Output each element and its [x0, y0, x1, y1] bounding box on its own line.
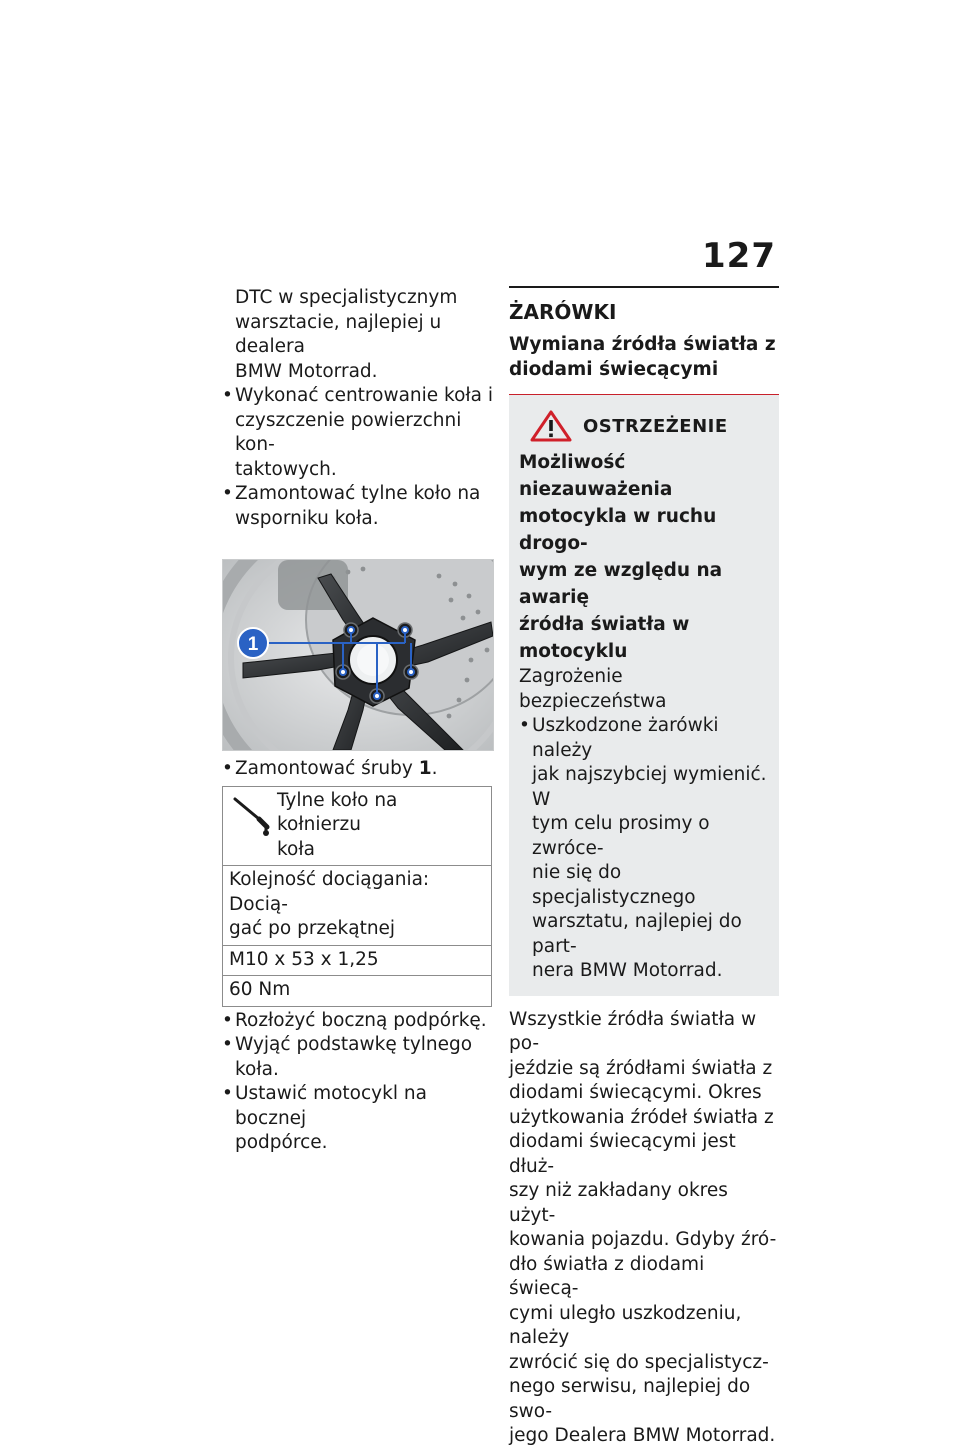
- text-line: gać po przekątnej: [229, 918, 396, 939]
- torque-spec-table: [222, 786, 492, 1007]
- subsection-title: [509, 332, 779, 395]
- text-span: Zamontować śruby: [235, 758, 419, 779]
- text-line: warsztacie, najlepiej u dealera: [235, 311, 442, 357]
- bullet-list-bottom: [222, 1009, 494, 1156]
- page-number: 127: [702, 236, 776, 276]
- text-line: dło światła z diodami świecą-: [509, 1253, 705, 1299]
- bullet-item: [222, 757, 494, 782]
- wheel-hub-figure: [222, 559, 494, 751]
- intro-paragraph: [222, 286, 494, 384]
- text-line: motocykla w ruchu drogo-: [519, 506, 717, 554]
- reference-number: 1: [418, 758, 432, 779]
- text-line: • Wykonać centrowanie koła i: [235, 385, 494, 406]
- text-line: warsztatu, najlepiej do part-: [532, 911, 742, 957]
- hazard-text: Zagrożenie bezpieczeństwa: [519, 666, 667, 712]
- bullet-item: [222, 482, 494, 531]
- text-line: źródła światła w motocyklu: [519, 614, 690, 662]
- text-line: nera BMW Motorrad.: [532, 960, 723, 981]
- warning-heading: [519, 449, 769, 665]
- text-line: diodami świecącymi. Okres: [509, 1082, 762, 1103]
- text-line: Wymiana źródła światła z: [509, 334, 776, 355]
- text-span: .: [431, 758, 438, 779]
- table-row: [223, 866, 492, 946]
- warning-header: [519, 409, 769, 443]
- callout-label: 1: [247, 634, 259, 655]
- table-row: [223, 976, 492, 1007]
- text-line: diodami świecącymi: [509, 359, 719, 380]
- left-column: [222, 286, 494, 1156]
- bullet-item: [222, 1082, 494, 1156]
- text-line: jak najszybciej wymienić. W: [532, 764, 767, 810]
- section-title: ŻARÓWKI: [509, 286, 779, 324]
- text-line: zwrócić się do specjalistycz-: [509, 1351, 769, 1373]
- table-cell: 60 Nm: [223, 976, 492, 1007]
- torque-wrench-icon: [229, 789, 277, 837]
- table-row: [223, 945, 492, 976]
- text-line: Tylne koło na kołnierzu: [277, 789, 398, 835]
- table-row: [223, 786, 492, 866]
- text-line: • Wyjąć podstawkę tylnego: [235, 1034, 473, 1055]
- bullet-item: [222, 384, 494, 482]
- text-line: wym ze względu na awarię: [519, 560, 723, 608]
- text-line: podpórce.: [235, 1132, 328, 1153]
- text-line: tym celu prosimy o zwróce-: [532, 813, 710, 859]
- body-paragraph: [509, 1008, 779, 1449]
- text-line: nie się do specjalistycznego: [532, 862, 696, 908]
- text-line: jeździe są źródłami światła z: [509, 1057, 773, 1079]
- bullet-item: [222, 1009, 494, 1034]
- text-line: koła.: [235, 1058, 279, 1080]
- table-cell: M10 x 53 x 1,25: [223, 945, 492, 976]
- text-line: Wszystkie źródła światła w po-: [509, 1008, 757, 1054]
- text-line: diodami świecącymi jest dłuż-: [509, 1131, 736, 1177]
- text-line: • Rozłożyć boczną podpórkę.: [235, 1009, 487, 1031]
- text-line: koła: [277, 838, 315, 860]
- text-line: • Ustawić motocykl na bocznej: [235, 1083, 427, 1129]
- text-line: szy niż zakładany okres użyt-: [509, 1180, 728, 1226]
- warning-box: [509, 395, 779, 996]
- component-text: [277, 789, 485, 863]
- text-line: wsporniku koła.: [235, 507, 379, 529]
- text-line: Kolejność dociągania: Docią-: [229, 869, 430, 915]
- text-line: taktowych.: [235, 458, 337, 480]
- component-cell: [229, 789, 485, 863]
- text-line: DTC w specjalistycznym: [235, 287, 458, 308]
- text-line: czyszczenie powierzchni kon-: [235, 409, 462, 455]
- text-line: nego serwisu, najlepiej do swo-: [509, 1376, 751, 1422]
- right-column: [509, 286, 779, 1449]
- table-cell: [223, 866, 492, 946]
- bullet-item: [222, 1033, 494, 1082]
- warning-triangle-icon: [529, 409, 573, 443]
- text-line: • Zamontować tylne koło na: [235, 483, 481, 504]
- warning-label: OSTRZEŻENIE: [583, 415, 728, 437]
- text-line: cymi uległo uszkodzeniu, należy: [509, 1302, 742, 1348]
- text-line: • Uszkodzone żarówki należy: [532, 715, 719, 761]
- wheel-hub-illustration: [223, 560, 493, 750]
- text-line: kowania pojazdu. Gdyby źró-: [509, 1229, 777, 1250]
- text-line: jego Dealera BMW Motorrad.: [509, 1425, 776, 1446]
- text-line: Możliwość niezauważenia: [519, 452, 673, 500]
- warning-bullet: [519, 714, 769, 984]
- table-cell: [223, 786, 492, 866]
- text-line: BMW Motorrad.: [235, 360, 378, 382]
- text-line: użytkowania źródeł światła z: [509, 1106, 774, 1128]
